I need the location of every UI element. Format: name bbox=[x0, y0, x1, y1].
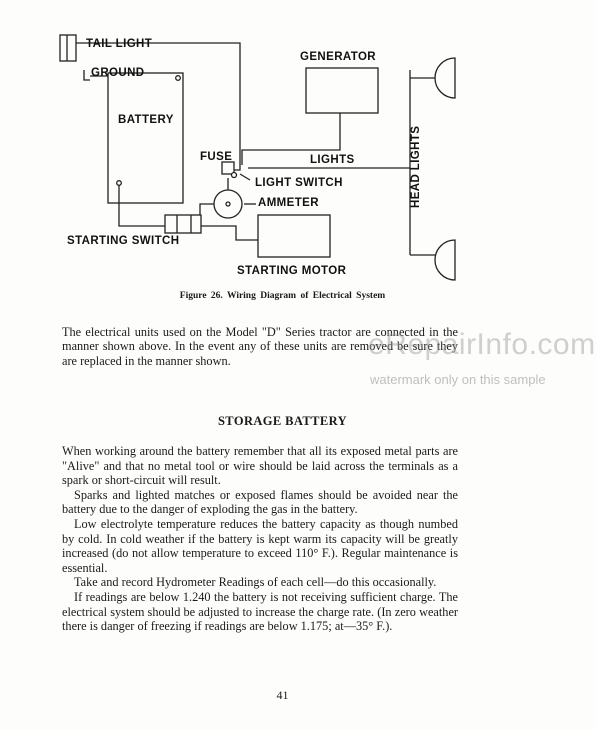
wiring-diagram bbox=[0, 0, 565, 290]
ground-label: GROUND bbox=[91, 67, 145, 79]
intro-paragraph: The electrical units used on the Model "D" Series tractor are connected in the manner shown above. In the event any of these units are removed be sure they are replaced in the manner shown. bbox=[62, 325, 458, 368]
watermark-logo: eRepairInfo.com bbox=[368, 328, 596, 361]
starting-switch-label: STARTING SWITCH bbox=[67, 235, 180, 247]
tail-light-icon bbox=[60, 35, 76, 61]
figure-caption: Figure 26. Wiring Diagram of Electrical System bbox=[179, 291, 386, 301]
watermark-note: watermark only on this sample bbox=[370, 372, 546, 387]
battery-label: BATTERY bbox=[118, 114, 174, 126]
paragraph: If readings are below 1.240 the battery is not receiving sufficient charge. The electrical system should be adjusted to increase the charge rate. (In zero weather there is danger of freezing if readings are below 1.175; at—35° F.). bbox=[62, 589, 458, 634]
head-light-top-icon bbox=[435, 58, 455, 98]
fuse-label: FUSE bbox=[200, 151, 233, 163]
paragraph: Low electrolyte temperature reduces the battery capacity as though numbed by cold. In cold weather if the battery is kept warm its capacity will be greatly increased (do not allow temperature to exceed 110° F.). Regular maintenance is essential. bbox=[62, 516, 458, 575]
starting-switch-icon bbox=[165, 215, 201, 233]
section-body bbox=[62, 444, 458, 634]
starting-motor-label: STARTING MOTOR bbox=[237, 265, 347, 277]
fuse-icon bbox=[222, 162, 234, 174]
tail-light-label: TAIL LIGHT bbox=[86, 38, 153, 50]
lights-label: LIGHTS bbox=[310, 154, 355, 166]
generator-label: GENERATOR bbox=[300, 51, 377, 63]
head-lights-label: HEAD LIGHTS bbox=[410, 125, 422, 208]
generator-icon bbox=[306, 68, 378, 113]
page-number: 41 bbox=[276, 688, 289, 702]
head-light-bottom-icon bbox=[435, 240, 455, 280]
paragraph: Sparks and lighted matches or exposed flames should be avoided near the battery due to the danger of exploding the gas in the battery. bbox=[62, 487, 458, 517]
paragraph: Take and record Hydrometer Readings of each cell—do this occasionally. bbox=[74, 575, 437, 590]
light-switch-label: LIGHT SWITCH bbox=[255, 177, 343, 189]
paragraph: When working around the battery remember that all its exposed metal parts are "Alive" and that no metal tool or wire should be laid across the terminals as a spark or short-circuit will result. bbox=[62, 444, 458, 488]
section-heading: STORAGE BATTERY bbox=[217, 414, 348, 428]
starting-motor-icon bbox=[258, 215, 330, 257]
ammeter-label: AMMETER bbox=[258, 197, 319, 209]
